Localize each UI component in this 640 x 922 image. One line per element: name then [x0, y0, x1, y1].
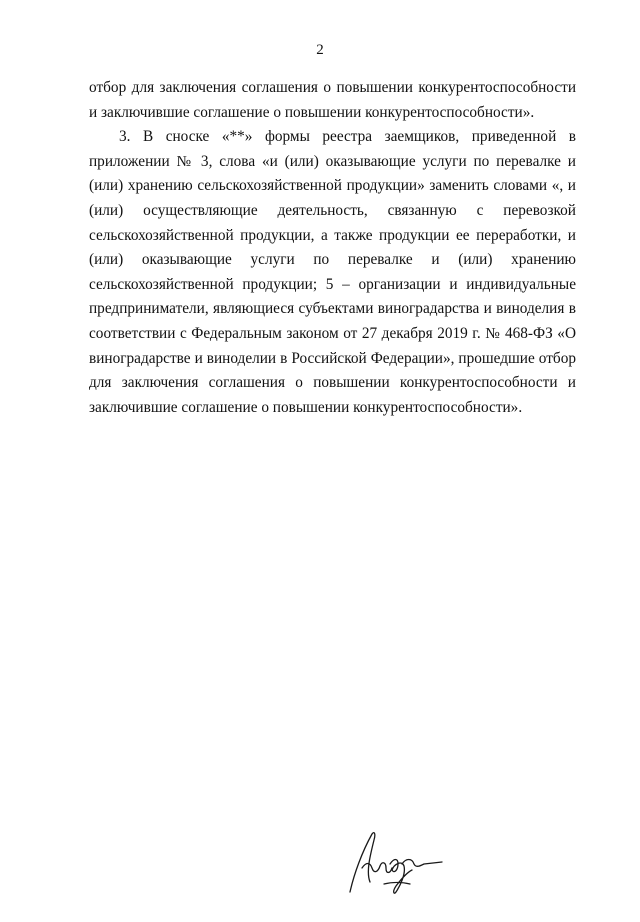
- signature-icon: [336, 828, 446, 898]
- page-number: 2: [316, 42, 324, 58]
- paragraph-continuation: отбор для заключения соглашения о повышении конкурентоспособности и заключившие соглашение о повышении конкурентоспособности».: [89, 79, 576, 121]
- document-body: [89, 76, 576, 420]
- paragraph-item-3: 3. В сноске «**» формы реестра заемщиков, приведенной в приложении № 3, слова «и (или) оказывающие услуги по перевалке и (или) хранению сельскохозяйственной продукции» заменить словами «, и (или) осуществляющие деятельность, связанную с перевозкой сельскохозяйственной продукции, а также продукции ее переработки, и (или) оказывающие услуги по перевалке и (или) хранению сельскохозяйственной продукции; 5 – организации и индивидуальные предприниматели, являющиеся субъектами виноградарства и виноделия в соответствии с Федеральным законом от 27 декабря 2019 г. № 468-ФЗ «О виноградарстве и виноделии в Российской Федерации», прошедшие отбор для заключения соглашения о повышении конкурентоспособности и заключившие соглашение о повышении конкурентоспособности».: [89, 128, 576, 416]
